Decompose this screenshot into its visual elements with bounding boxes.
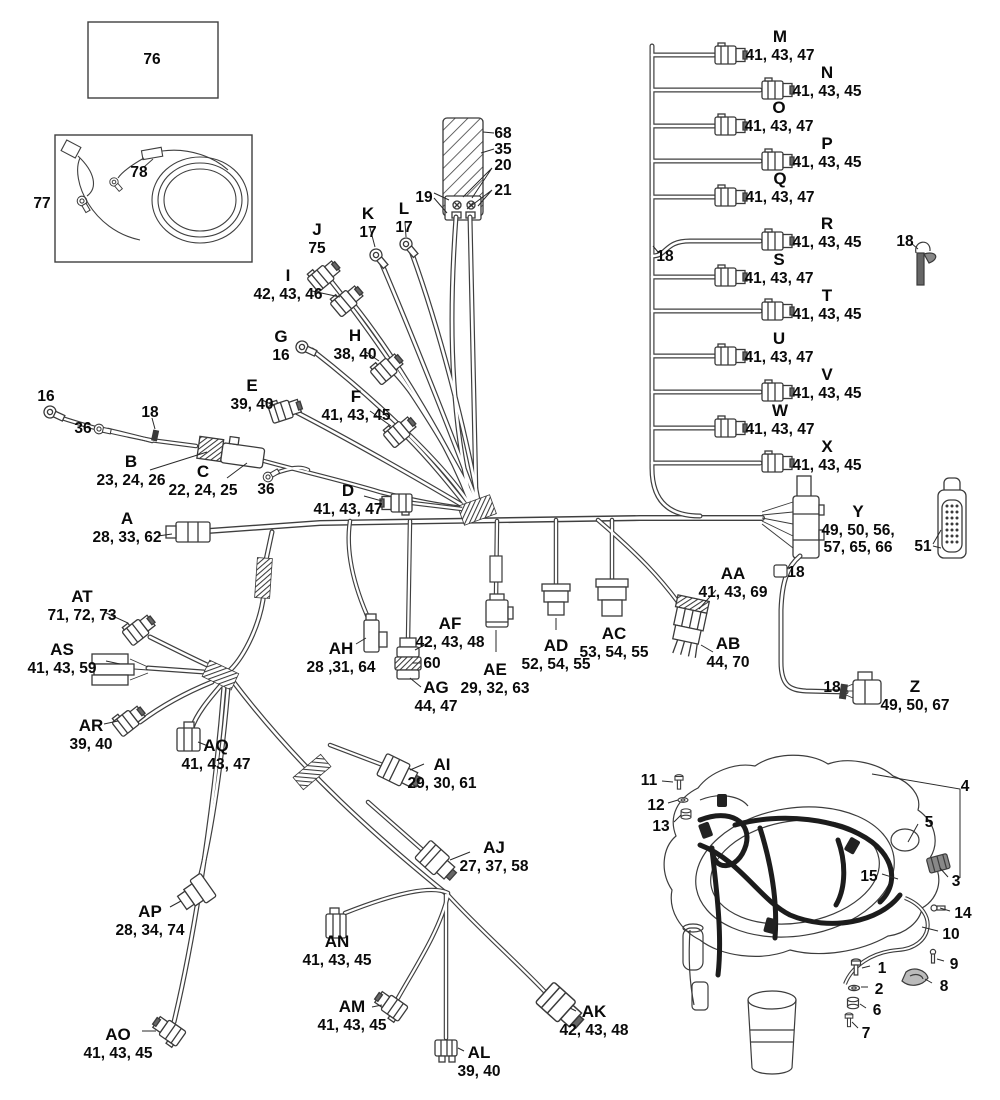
- clamp-8-icon: [902, 969, 928, 985]
- callout-AB: AB 44, 70: [706, 634, 750, 671]
- callout-N: N 41, 43, 45: [792, 63, 862, 100]
- callout-K: K 17: [359, 204, 377, 241]
- cable-tie-18-icon: [911, 242, 936, 285]
- callout-AI: AI 29, 30, 61: [407, 755, 477, 792]
- callout-AF: AF 42, 43, 48: [415, 614, 485, 651]
- connector-T: [762, 299, 794, 320]
- connector-Z: [846, 672, 881, 704]
- callout-10: 10: [942, 926, 960, 943]
- connector-AS: [92, 654, 148, 685]
- callout-18-near-Z: 18: [823, 679, 841, 696]
- callout-16-left: 16: [37, 388, 55, 405]
- callout-21: 21: [494, 182, 512, 199]
- callout-19: 19: [415, 189, 433, 206]
- ring-terminal-L: [398, 236, 421, 260]
- callout-Z: Z 49, 50, 67: [880, 677, 950, 714]
- callout-76: 76: [143, 51, 161, 68]
- connector-M: [715, 43, 747, 64]
- callout-AH: AH 28 ,31, 64: [306, 639, 376, 676]
- callout-14: 14: [954, 905, 972, 922]
- callout-12: 12: [647, 797, 665, 814]
- callout-77: 77: [33, 195, 51, 212]
- grommet-6-icon: [848, 997, 859, 1008]
- callout-V: V 41, 43, 45: [792, 365, 862, 402]
- callout-4: 4: [960, 778, 970, 795]
- ring-terminal-G: [294, 339, 318, 359]
- callout-35: 35: [494, 141, 512, 158]
- callout-18-below-Y: 18: [787, 564, 805, 581]
- callout-15: 15: [860, 868, 878, 885]
- callout-20: 20: [494, 157, 512, 174]
- bolt-14-icon: [931, 905, 945, 911]
- ring-terminal-K: [368, 247, 391, 271]
- connector-V: [762, 380, 794, 401]
- part-77-cable-box: [55, 135, 252, 262]
- connector-Y: [762, 476, 824, 558]
- callout-AE: AE 29, 32, 63: [460, 660, 530, 697]
- connector-AC: [596, 579, 628, 616]
- callout-AG: AG 44, 47: [414, 678, 458, 715]
- callout-9: 9: [949, 956, 959, 973]
- callout-18-left: 18: [141, 404, 159, 421]
- callout-A: A 28, 33, 62: [92, 509, 162, 546]
- callout-68: 68: [494, 125, 512, 142]
- callout-6: 6: [872, 1002, 882, 1019]
- callout-M: M 41, 43, 47: [745, 27, 815, 64]
- washer-12-icon: [678, 798, 688, 803]
- grommet-13-icon: [681, 809, 691, 819]
- callout-AQ: AQ 41, 43, 47: [181, 736, 251, 773]
- callout-11: 11: [640, 772, 658, 789]
- callout-51: 51: [914, 538, 932, 555]
- connector-A: [166, 522, 210, 542]
- engine-illustration: [662, 755, 960, 1074]
- connector-O: [715, 114, 747, 135]
- callout-AA: AA 41, 43, 69: [698, 564, 768, 601]
- bolt-7-icon: [845, 1013, 853, 1027]
- callout-Y: Y 49, 50, 56, 57, 65, 66: [821, 502, 895, 556]
- connector-N: [762, 78, 794, 99]
- connector-P: [762, 149, 794, 170]
- connector-X: [762, 451, 794, 472]
- callout-18-bundle: 18: [656, 248, 674, 265]
- callout-J: J 75: [308, 220, 326, 257]
- callout-AS: AS 41, 43, 59: [27, 640, 97, 677]
- callout-P: P 41, 43, 45: [792, 134, 862, 171]
- block-3-icon: [926, 853, 950, 873]
- callout-AR: AR 39, 40: [69, 716, 113, 753]
- callout-60: 60: [423, 655, 441, 672]
- callout-AM: AM 41, 43, 45: [317, 997, 387, 1034]
- connector-AR: [110, 701, 148, 737]
- connector-68-35: [443, 118, 483, 220]
- callout-3: 3: [951, 873, 961, 890]
- callout-13: 13: [652, 818, 670, 835]
- callout-AL: AL 39, 40: [457, 1043, 501, 1080]
- callout-W: W 41, 43, 47: [745, 401, 815, 438]
- callout-H: H 38, 40: [333, 326, 377, 363]
- callout-18-top-right: 18: [896, 233, 914, 250]
- callout-F: F 41, 43, 45: [321, 387, 391, 424]
- callout-Q: Q 41, 43, 47: [745, 169, 815, 206]
- circle-5-icon: [891, 829, 919, 851]
- callout-8: 8: [939, 978, 949, 995]
- callout-AO: AO 41, 43, 45: [83, 1025, 153, 1062]
- bolt-11-icon: [675, 775, 683, 789]
- clamp-18-below-Y: [774, 565, 787, 577]
- callout-7: 7: [861, 1025, 871, 1042]
- connector-AE: [486, 594, 513, 652]
- connector-S: [715, 265, 747, 286]
- callout-AJ: AJ 27, 37, 58: [459, 838, 529, 875]
- callout-B: B 23, 24, 26: [96, 452, 166, 489]
- connector-Q: [715, 185, 747, 206]
- callout-1: 1: [877, 960, 887, 977]
- connector-W: [715, 416, 747, 437]
- connector-U: [715, 344, 747, 365]
- callout-X: X 41, 43, 45: [792, 437, 862, 474]
- callout-36-b: 36: [257, 481, 275, 498]
- callout-O: O 41, 43, 47: [744, 98, 814, 135]
- callout-5: 5: [924, 814, 934, 831]
- callout-AT: AT 71, 72, 73: [47, 587, 117, 624]
- callout-D: D 41, 43, 47: [313, 481, 383, 518]
- screw-9-icon: [930, 949, 935, 963]
- connector-R: [762, 229, 794, 250]
- callout-S: S 41, 43, 47: [744, 250, 814, 287]
- callout-AP: AP 28, 34, 74: [115, 902, 185, 939]
- callout-AN: AN 41, 43, 45: [302, 932, 372, 969]
- callout-78: 78: [130, 164, 148, 181]
- washer-2-icon: [849, 985, 860, 990]
- callout-G: G 16: [272, 327, 290, 364]
- callout-2: 2: [874, 981, 884, 998]
- callout-U: U 41, 43, 47: [744, 329, 814, 366]
- callout-C: C 22, 24, 25: [168, 462, 238, 499]
- callout-E: E 39, 40: [230, 376, 274, 413]
- part-51: [933, 478, 966, 558]
- callout-AC: AC 53, 54, 55: [579, 624, 649, 661]
- connector-AD: [542, 584, 570, 630]
- callout-36-a: 36: [74, 420, 92, 437]
- callout-AK: AK 42, 43, 48: [559, 1002, 629, 1039]
- callout-L: L 17: [395, 199, 413, 236]
- callout-AD: AD 52, 54, 55: [521, 636, 591, 673]
- callout-R: R 41, 43, 45: [792, 214, 862, 251]
- connector-AL: [435, 1040, 457, 1062]
- callout-I: I 42, 43, 46: [253, 266, 323, 303]
- callout-T: T 41, 43, 45: [792, 286, 862, 323]
